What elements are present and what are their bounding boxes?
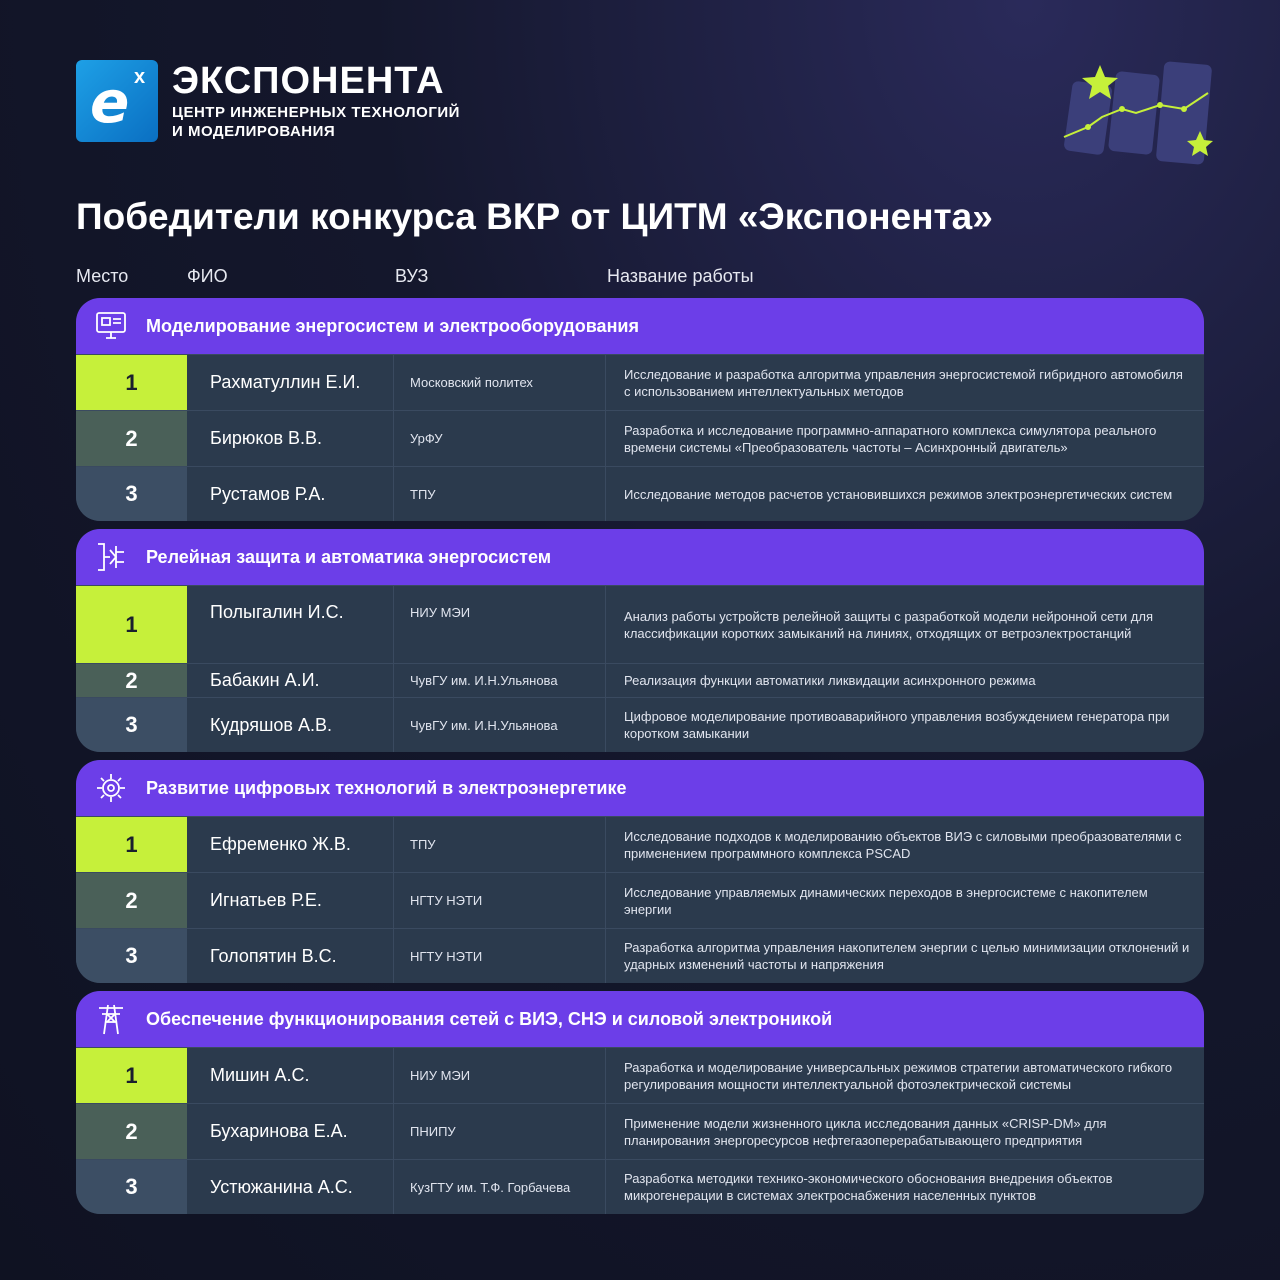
vuz-cell: НГТУ НЭТИ: [394, 929, 606, 983]
fio-cell: Голопятин В.С.: [187, 929, 394, 983]
vuz-cell: ПНИПУ: [394, 1104, 606, 1159]
table-row: [76, 872, 1204, 928]
place-cell: 2: [76, 411, 187, 466]
column-header-work: Название работы: [607, 266, 754, 286]
table-row: [76, 928, 1204, 983]
table-row: [76, 354, 1204, 410]
vuz-cell: ТПУ: [394, 467, 606, 521]
place-cell: 3: [76, 1160, 187, 1214]
work-cell: Анализ работы устройств релейной защиты с разработкой модели нейронной сети для классификации коротких замыканий на линиях, отходящих от ветроэлектростанций: [624, 608, 1153, 641]
table-row: [76, 663, 1204, 697]
place-cell: 3: [76, 698, 187, 752]
table-row: [76, 697, 1204, 752]
section-header: [76, 991, 1204, 1047]
column-header-place: Место: [76, 266, 129, 286]
fio-cell: Мишин А.С.: [187, 1048, 394, 1103]
table-row: [76, 410, 1204, 466]
fio-cell: Бабакин А.И.: [187, 664, 394, 697]
table-row: [76, 466, 1204, 521]
work-cell: Применение модели жизненного цикла исследования данных «CRISP-DM» для планирования энергоресурсов нефтегазоперерабатывающего предприятия: [624, 1115, 1107, 1148]
section-modeling: [76, 298, 1204, 521]
section-relay-protection: [76, 529, 1204, 752]
work-cell: Разработка и исследование программно-аппаратного комплекса симулятора реального времени системы «Преобразователь частоты – Асинхронный двигатель»: [624, 422, 1157, 455]
work-cell: Цифровое моделирование противоаварийного управления возбуждением генератора при коротком замыкании: [624, 709, 1170, 741]
place-cell: 2: [76, 873, 187, 928]
work-cell: Разработка методики технико-экономического обоснования внедрения объектов микрогенерации в системах электроснабжения населенных пунктов: [624, 1171, 1113, 1203]
place-cell: 1: [76, 817, 187, 872]
brand-subtitle-line2: И МОДЕЛИРОВАНИЯ: [172, 123, 336, 140]
brand-name: ЭКСПОНЕНТА: [172, 60, 445, 102]
table-row: [76, 1047, 1204, 1103]
fio-cell: Ефременко Ж.В.: [187, 817, 394, 872]
place-cell: 1: [76, 355, 187, 410]
vuz-cell: НИУ МЭИ: [394, 1048, 606, 1103]
vuz-cell: УрФУ: [394, 411, 606, 466]
work-cell: Разработка и моделирование универсальных режимов стратегии автоматического гибкого регулирования мощности интеллектуальной фотоэлектрической системы: [624, 1059, 1173, 1092]
brand-text: [172, 61, 460, 141]
section-title: Развитие цифровых технологий в электроэнергетике: [146, 777, 627, 798]
table-row: [76, 585, 1204, 663]
brand-header: [76, 60, 460, 142]
power-tower-icon: [76, 1002, 146, 1036]
work-cell: Исследование методов расчетов установившихся режимов электроэнергетических систем: [624, 486, 1173, 502]
place-cell: 2: [76, 1104, 187, 1159]
logo-letter-x: x: [134, 66, 146, 88]
brand-subtitle-line1: ЦЕНТР ИНЖЕНЕРНЫХ ТЕХНОЛОГИЙ: [172, 104, 460, 121]
fio-cell: Игнатьев Р.Е.: [187, 873, 394, 928]
work-cell: Исследование управляемых динамических переходов в энергосистеме с накопителем энергии: [624, 884, 1148, 917]
work-cell: Исследование подходов к моделированию объектов ВИЭ с силовыми преобразователями с применением программного комплекса PSCAD: [624, 828, 1182, 861]
column-header-vuz: ВУЗ: [395, 266, 429, 286]
place-cell: 2: [76, 664, 187, 697]
work-cell: Реализация функции автоматики ликвидации асинхронного режима: [624, 673, 1036, 688]
table-row: [76, 1103, 1204, 1159]
section-header: [76, 298, 1204, 354]
logo-letter-e: e: [90, 68, 130, 136]
fio-cell: Рустамов Р.А.: [187, 467, 394, 521]
section-title: Релейная защита и автоматика энергосистем: [146, 546, 552, 567]
section-header: [76, 529, 1204, 585]
vuz-cell: ТПУ: [394, 817, 606, 872]
section-header: [76, 760, 1204, 816]
place-cell: 1: [76, 1048, 187, 1103]
fio-cell: Полыгалин И.С.: [187, 586, 394, 663]
fio-cell: Кудряшов А.В.: [187, 698, 394, 752]
vuz-cell: ЧувГУ им. И.Н.Ульянова: [394, 664, 606, 697]
section-grids-res: [76, 991, 1204, 1214]
chart-decoration-icon: [1050, 55, 1225, 175]
place-cell: 3: [76, 929, 187, 983]
place-cell: 1: [76, 586, 187, 663]
computer-monitor-icon: [76, 310, 146, 342]
page-title: Победители конкурса ВКР от ЦИТМ «Экспонента»: [76, 196, 993, 237]
section-title: Обеспечение функционирования сетей с ВИЭ, СНЭ и силовой электроникой: [146, 1008, 833, 1029]
work-cell: Исследование и разработка алгоритма управления энергосистемой гибридного автомобиля с использованием интеллектуальных методов: [624, 366, 1183, 399]
fio-cell: Бирюков В.В.: [187, 411, 394, 466]
section-title: Моделирование энергосистем и электрооборудования: [146, 315, 640, 336]
section-digital-tech: [76, 760, 1204, 983]
vuz-cell: НГТУ НЭТИ: [394, 873, 606, 928]
vuz-cell: ЧувГУ им. И.Н.Ульянова: [394, 698, 606, 752]
column-header-fio: ФИО: [187, 266, 228, 286]
vuz-cell: НИУ МЭИ: [394, 586, 606, 663]
relay-icon: [76, 540, 146, 574]
fio-cell: Бухаринова Е.А.: [187, 1104, 394, 1159]
vuz-cell: КузГТУ им. Т.Ф. Горбачева: [394, 1160, 606, 1214]
exponenta-logo: [76, 60, 158, 142]
place-cell: 3: [76, 467, 187, 521]
vuz-cell: Московский политех: [394, 355, 606, 410]
fio-cell: Устюжанина А.С.: [187, 1160, 394, 1214]
table-row: [76, 816, 1204, 872]
work-cell: Разработка алгоритма управления накопителем энергии с целью минимизации отклонений и ударных изменений частоты и напряжения: [624, 940, 1190, 972]
fio-cell: Рахматуллин Е.И.: [187, 355, 394, 410]
digital-gear-icon: [76, 772, 146, 804]
table-row: [76, 1159, 1204, 1214]
